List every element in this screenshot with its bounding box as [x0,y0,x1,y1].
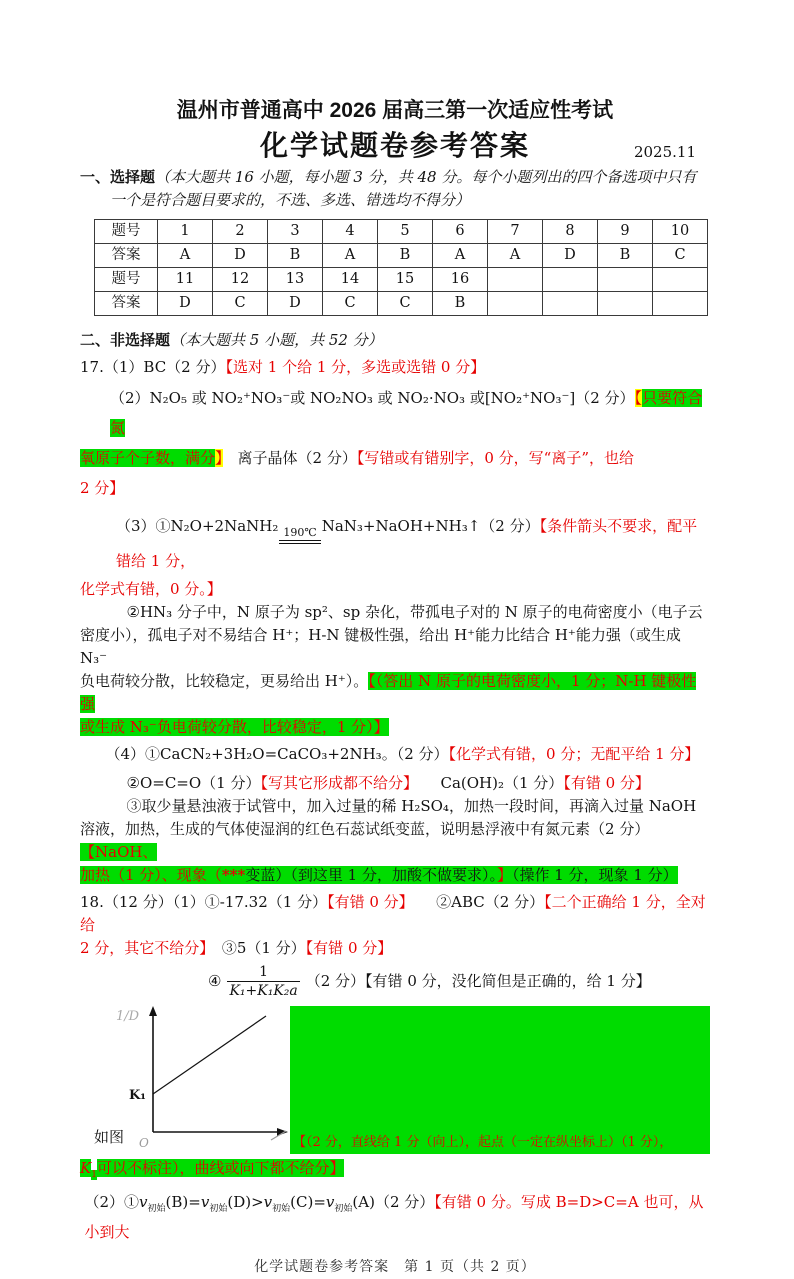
text-segment: 】 [215,449,223,467]
text-segment: 1 [91,1170,97,1180]
q18-item4-note: （2 分）【有错 0 分，没化简但是正确的，给 1 分】 [305,971,651,990]
table-row [95,220,708,244]
answer-cell: D [213,244,268,268]
answer-cell [653,268,708,292]
table-row [95,244,708,268]
graph-grading-note-line2 [80,1156,710,1187]
text-segment: 2 分，其它不给分】 [80,939,207,957]
text-segment: ②ABC（2 分） [406,893,545,911]
answer-cell: D [158,292,213,316]
text-segment: ②O=C=O（1 分） [126,774,261,792]
text-segment: 【选对 1 个给 1 分，多选或选错 0 分】 [225,358,486,376]
document-subtitle: 化学试题卷参考答案 [259,130,530,161]
answer-cell: 7 [488,220,543,244]
text-segment: NaN₃+NaOH+NH₃↑（2 分） [321,517,540,535]
text-segment: 变蓝）（到这里 1 分，加酸不做要求）。 [245,866,497,884]
answer-cell: C [213,292,268,316]
answer-cell: B [598,244,653,268]
text-segment: (D)> [227,1193,264,1211]
text-segment: （2）N₂O₅ 或 NO₂⁺NO₃⁻或 NO₂NO₃ 或 NO₂·NO₃ 或[NO₂⁺NO₃⁻]（2 分） [110,389,635,407]
answer-cell: A [488,244,543,268]
text-segment: 溶液，加热，生成的气体使湿润的红色石蕊试纸变蓝，说明悬浮液中有氮元素（2 分） [80,820,650,838]
section2-heading [80,329,710,352]
answer-cell: 5 [378,220,433,244]
text-segment: 18.（12 分）（1）①-17.32（1 分） [80,893,328,911]
q18-part2-line1 [80,1191,710,1244]
answer-cell: 16 [433,268,488,292]
text-segment: 【有错 0 分。写成 B=D>C=A 也可，从小到大 [84,1193,704,1241]
answer-cell: 12 [213,268,268,292]
page-title: 温州市普通高中 2026 届高三第一次适应性考试 [176,99,614,122]
answer-cell [543,268,598,292]
answer-cell: B [268,244,323,268]
subtitle-row [80,126,710,166]
table-row [95,292,708,316]
q18-line3-formula [208,960,710,1002]
row-header-cell: 题号 [95,268,158,292]
answer-cell [488,292,543,316]
section1-heading-bold: 一、选择题 [80,169,156,186]
fraction-numerator: 1 [227,964,299,982]
text-segment: v [200,1193,210,1211]
q17-line8 [80,624,710,670]
text-segment: 【二个正确给 1 分，全对给 [80,893,706,934]
answer-cell: B [378,244,433,268]
text-segment: 【条件箭头不要求，配平错给 1 分， [116,517,698,570]
answer-cell: 15 [378,268,433,292]
text-segment: 密度小），孤电子对不易结合 H⁺；H-N 键极性强，给出 H⁺能力比结合 H⁺能力强（或生成 N₃⁻ [80,626,681,667]
text-segment: 初始 [272,1204,291,1214]
q18-line2 [80,937,710,960]
q17-line1 [80,356,710,379]
text-segment: v [139,1193,148,1211]
row-header-cell: 答案 [95,292,158,316]
answer-cell [653,292,708,316]
text-segment: Ca(OH)₂（1 分） [410,774,564,792]
text-segment: ②HN₃ 分子中，N 原子为 sp²、sp 杂化，带孤电子对的 N 原子的电荷密度小（电子云 [126,603,703,621]
text-segment: 【（答出 N 原子的电荷密度小，1 分；N-H 键极性强 [80,672,697,713]
text-segment: （4）①CaCN₂+3H₂O=CaCO₃+2NH₃。（2 分） [105,745,449,763]
q17-line6 [80,578,710,601]
text-segment: 17.（1）BC（2 分） [80,358,226,376]
section1-heading-rest: （本大题共 16 小题，每小题 3 分，共 48 分。每个小题列出的四个备选项中只有 [155,168,697,186]
text-segment: 【写错或有错别字，0 分，写“离子”，也给 [356,449,634,467]
text-segment: 离子晶体（2 分） [222,449,357,467]
text-segment: 【 [634,389,643,407]
answer-cell: A [433,244,488,268]
text-segment: 或生成 N₃⁻负电荷较分散，比较稳定，1 分）】 [80,718,389,736]
q17-line7 [80,601,710,624]
q17-line3 [80,443,710,473]
q17-line12 [80,772,710,795]
plot-line [153,1016,266,1094]
answer-cell [488,268,543,292]
text-segment: 氧原子个子数，满分 [80,449,216,467]
answer-cell: D [268,292,323,316]
text-segment: v [263,1193,273,1211]
answer-cell [598,268,653,292]
exam-date: 2025.11 [633,143,696,161]
text-segment: （2）① [84,1193,140,1211]
q18-line1 [80,891,710,937]
text-segment: (A)（2 分） [352,1193,435,1211]
text-segment: 加热（1 分）、现象（ [80,866,222,884]
section1-heading [80,166,710,189]
text-segment: 负电荷较分散，比较稳定，更易给出 H⁺）。 [80,672,369,690]
answer-cell: 4 [323,220,378,244]
answer-cell: 1 [158,220,213,244]
answer-cell: 11 [158,268,213,292]
answer-cell: B [433,292,488,316]
text-segment: 【写其它形成都不给分】 [260,774,411,792]
section2-heading-rest: （本大题共 5 小题，共 52 分） [170,331,383,349]
q17-line15 [80,864,710,887]
text-segment: 【有错 0 分】 [563,774,650,792]
answer-cell: 9 [598,220,653,244]
section1-heading-line2: 一个是符合题目要求的，不选、多选、错选均不得分） [110,191,471,209]
q17-line13 [80,795,710,818]
text-segment: K [80,1159,92,1177]
y-axis-label: 1/D [116,1009,140,1024]
fraction [227,964,299,999]
text-segment: （3）①N₂O+2NaNH₂ [116,517,279,535]
graph-region [80,1004,710,1156]
text-segment: (C)= [290,1193,326,1211]
q18-item4-number: ④ [208,971,222,990]
origin-label: O [139,1136,149,1150]
answer-cell: 6 [433,220,488,244]
y-axis-arrow-icon [149,1006,157,1016]
text-segment: 【NaOH、 [80,843,158,861]
page-footer: 化学试题卷参考答案 第 1 页（共 2 页） [254,1259,536,1275]
text-segment: 初始 [334,1204,353,1214]
row-header-cell: 答案 [95,244,158,268]
text-segment: v [325,1193,335,1211]
answer-cell: C [323,292,378,316]
answer-table-body [95,220,708,316]
text-segment: 】 [496,866,512,884]
text-segment: *** [221,866,246,884]
fraction-denominator: K₁+K₁K₂a [229,982,298,999]
answer-cell [598,292,653,316]
answer-table [94,219,708,316]
intercept-label: K₁ [129,1088,146,1103]
q17-line5 [80,509,710,578]
text-segment: 2 分】 [80,479,125,497]
text-segment: 可以不标注），曲线或向下都不给分】 [96,1159,345,1177]
answer-cell [543,292,598,316]
text-segment: (B)= [165,1193,201,1211]
answer-cell: 3 [268,220,323,244]
answer-cell: 14 [323,268,378,292]
highlight-block [290,1006,710,1154]
text-segment: 初始 [147,1204,166,1214]
text-segment: ③5（1 分） [206,939,306,957]
answer-cell: D [543,244,598,268]
q17-line4 [80,473,710,503]
text-segment: 只要符合氮 [110,389,703,437]
text-segment: 【有错 0 分】 [327,893,407,911]
answer-cell: C [653,244,708,268]
q17-line2 [80,383,710,443]
answer-cell: 2 [213,220,268,244]
q17-line9 [80,670,710,716]
section2-heading-bold: 二、非选择题 [80,332,171,349]
graph-caption: 如图 [94,1128,125,1146]
answer-cell: 10 [653,220,708,244]
q17-line10 [80,716,710,739]
answer-cell: 8 [543,220,598,244]
text-segment: 【有错 0 分】 [305,939,393,957]
text-segment: 【化学式有错，0 分；无配平给 1 分】 [448,745,700,763]
text-segment: 190℃ [279,527,320,544]
answer-cell: A [158,244,213,268]
text-segment: 化学式有错，0 分。】 [80,580,222,598]
text-segment: 初始 [209,1204,228,1214]
q17-line11 [80,743,710,766]
answer-cell: 13 [268,268,323,292]
q17-line14 [80,818,710,864]
text-segment: （操作 1 分，现象 1 分） [511,866,678,884]
graph-grading-note-line1: 【（2 分，直线给 1 分（向上），起点（一定在纵坐标上）（1 分）， [293,1135,673,1150]
row-header-cell: 题号 [95,220,158,244]
table-row [95,268,708,292]
answer-cell: C [378,292,433,316]
text-segment: ③取少量悬浊液于试管中，加入过量的稀 H₂SO₄，加热一段时间，再滴入过量 NaOH [126,797,697,815]
answer-cell: A [323,244,378,268]
